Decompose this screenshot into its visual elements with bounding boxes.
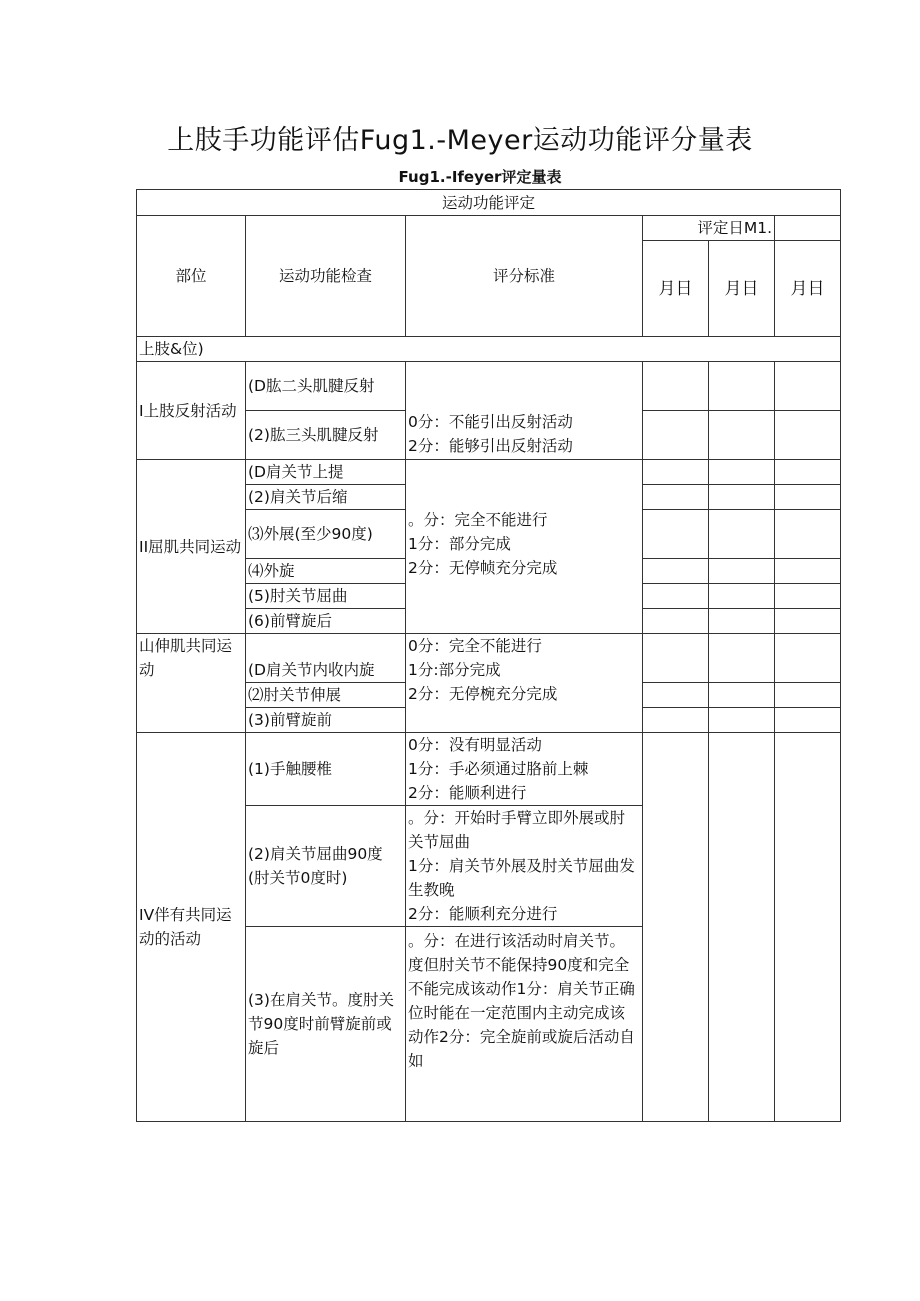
group-4-item-3: (3)在肩关节。度肘关节90度时前臂旋前或旋后 [246,927,406,1122]
score-cell[interactable] [643,460,709,485]
score-cell[interactable] [709,683,775,708]
group-3-item-2: ⑵肘关节伸展 [246,683,406,708]
score-cell[interactable] [709,634,775,683]
group-1-name: I上肢反射活动 [137,362,246,460]
score-cell[interactable] [643,485,709,510]
group-3-name: 山伸肌共同运动 [137,634,246,733]
section-upper-limb: 上肢&位) [137,337,841,362]
score-cell[interactable] [775,708,841,733]
group-3-criteria-line: 2分：无停椀充分完成 [408,685,558,703]
header-part: 部位 [137,216,246,337]
score-cell[interactable] [775,411,841,460]
criteria-line: 2分：能顺利充分进行 [408,905,558,923]
score-cell[interactable] [775,485,841,510]
group-1-criteria-line: 2分：能够引出反射活动 [408,437,573,455]
group-1-criteria [406,362,643,460]
criteria-line: 0分：没有明显活动 [408,736,542,754]
group-1-item-1: (D肱二头肌腱反射 [246,362,406,411]
score-cell[interactable] [775,584,841,609]
criteria-line: 。分：在进行该活动时肩关节。度但肘关节不能保持90度和完全不能完成该动作1分：肩关节正确位时能在一定范围内主动完成该动作2分：完全旋前或旋后活动自如 [408,932,635,1070]
group-1-criteria-line: 0分：不能引出反射活动 [408,413,573,431]
score-cell[interactable] [709,485,775,510]
group-4-item-1: (1)手触腰椎 [246,733,406,806]
score-cell[interactable] [643,584,709,609]
group-2-criteria-line: 2分：无停帧充分完成 [408,559,558,577]
group-3-criteria [406,634,643,733]
score-cell[interactable] [775,460,841,485]
score-cell[interactable] [775,634,841,683]
score-cell[interactable] [643,559,709,584]
score-cell[interactable] [709,460,775,485]
group-2-item-5: (5)肘关节屈曲 [246,584,406,609]
score-cell[interactable] [775,510,841,559]
table-caption: 运动功能评定 [137,190,841,216]
group-2-criteria [406,460,643,634]
group-2-criteria-line: 。分：完全不能进行 [408,511,548,529]
header-date-blank [775,216,841,241]
group-4-item-1-criteria [406,733,643,806]
score-cell[interactable] [709,584,775,609]
document-subtitle: Fug1.-Ifeyer评定量表 [398,168,562,186]
header-criteria: 评分标准 [406,216,643,337]
header-date-label: 评定日M1. [643,216,775,241]
group-3-item-3: (3)前臂旋前 [246,708,406,733]
group-3-criteria-line: 1分:部分完成 [408,661,501,679]
group-2-item-6: (6)前臂旋后 [246,609,406,634]
score-cell[interactable] [643,362,709,411]
assessment-table [136,189,841,1122]
group-3-item-1: (D肩关节内收内旋 [246,634,406,683]
score-cell[interactable] [643,683,709,708]
score-cell[interactable] [709,510,775,559]
score-cell[interactable] [643,708,709,733]
group-4-item-2-criteria [406,806,643,927]
group-2-item-3: ⑶外展(至少90度) [246,510,406,559]
score-cell[interactable] [709,362,775,411]
group-3-criteria-line: 0分：完全不能进行 [408,637,542,655]
score-cell[interactable] [775,733,841,1122]
score-cell[interactable] [709,609,775,634]
group-2-item-4: ⑷外旋 [246,559,406,584]
header-exam: 运动功能检查 [246,216,406,337]
score-cell[interactable] [775,362,841,411]
score-cell[interactable] [709,559,775,584]
score-cell[interactable] [709,708,775,733]
group-2-item-1: (D肩关节上提 [246,460,406,485]
score-cell[interactable] [775,683,841,708]
criteria-line: 1分：肩关节外展及肘关节屈曲发生教晚 [408,857,635,899]
group-2-item-2: (2)肩关节后缩 [246,485,406,510]
group-4-name: IV伴有共同运动的活动 [137,733,246,1122]
score-cell[interactable] [775,609,841,634]
criteria-line: 。分：开始时手臂立即外展或肘关节屈曲 [408,809,626,851]
header-date-2: 月日 [709,241,775,337]
score-cell[interactable] [643,510,709,559]
score-cell[interactable] [643,609,709,634]
group-4-item-2: (2)肩关节屈曲90度(肘关节0度时) [246,806,406,927]
group-4-item-3-criteria [406,927,643,1122]
group-2-name: II屈肌共同运动 [137,460,246,634]
header-date-3: 月日 [775,241,841,337]
score-cell[interactable] [775,559,841,584]
criteria-line: 2分：能顺利进行 [408,784,527,802]
group-1-item-2: (2)肱三头肌腱反射 [246,411,406,460]
header-date-1: 月日 [643,241,709,337]
document-title: 上肢手功能评估Fug1.-Meyer运动功能评分量表 [167,125,753,156]
score-cell[interactable] [643,634,709,683]
score-cell[interactable] [643,733,709,1122]
score-cell[interactable] [709,411,775,460]
score-cell[interactable] [709,733,775,1122]
score-cell[interactable] [643,411,709,460]
criteria-line: 1分：手必须通过胳前上棘 [408,760,589,778]
group-2-criteria-line: 1分：部分完成 [408,535,511,553]
